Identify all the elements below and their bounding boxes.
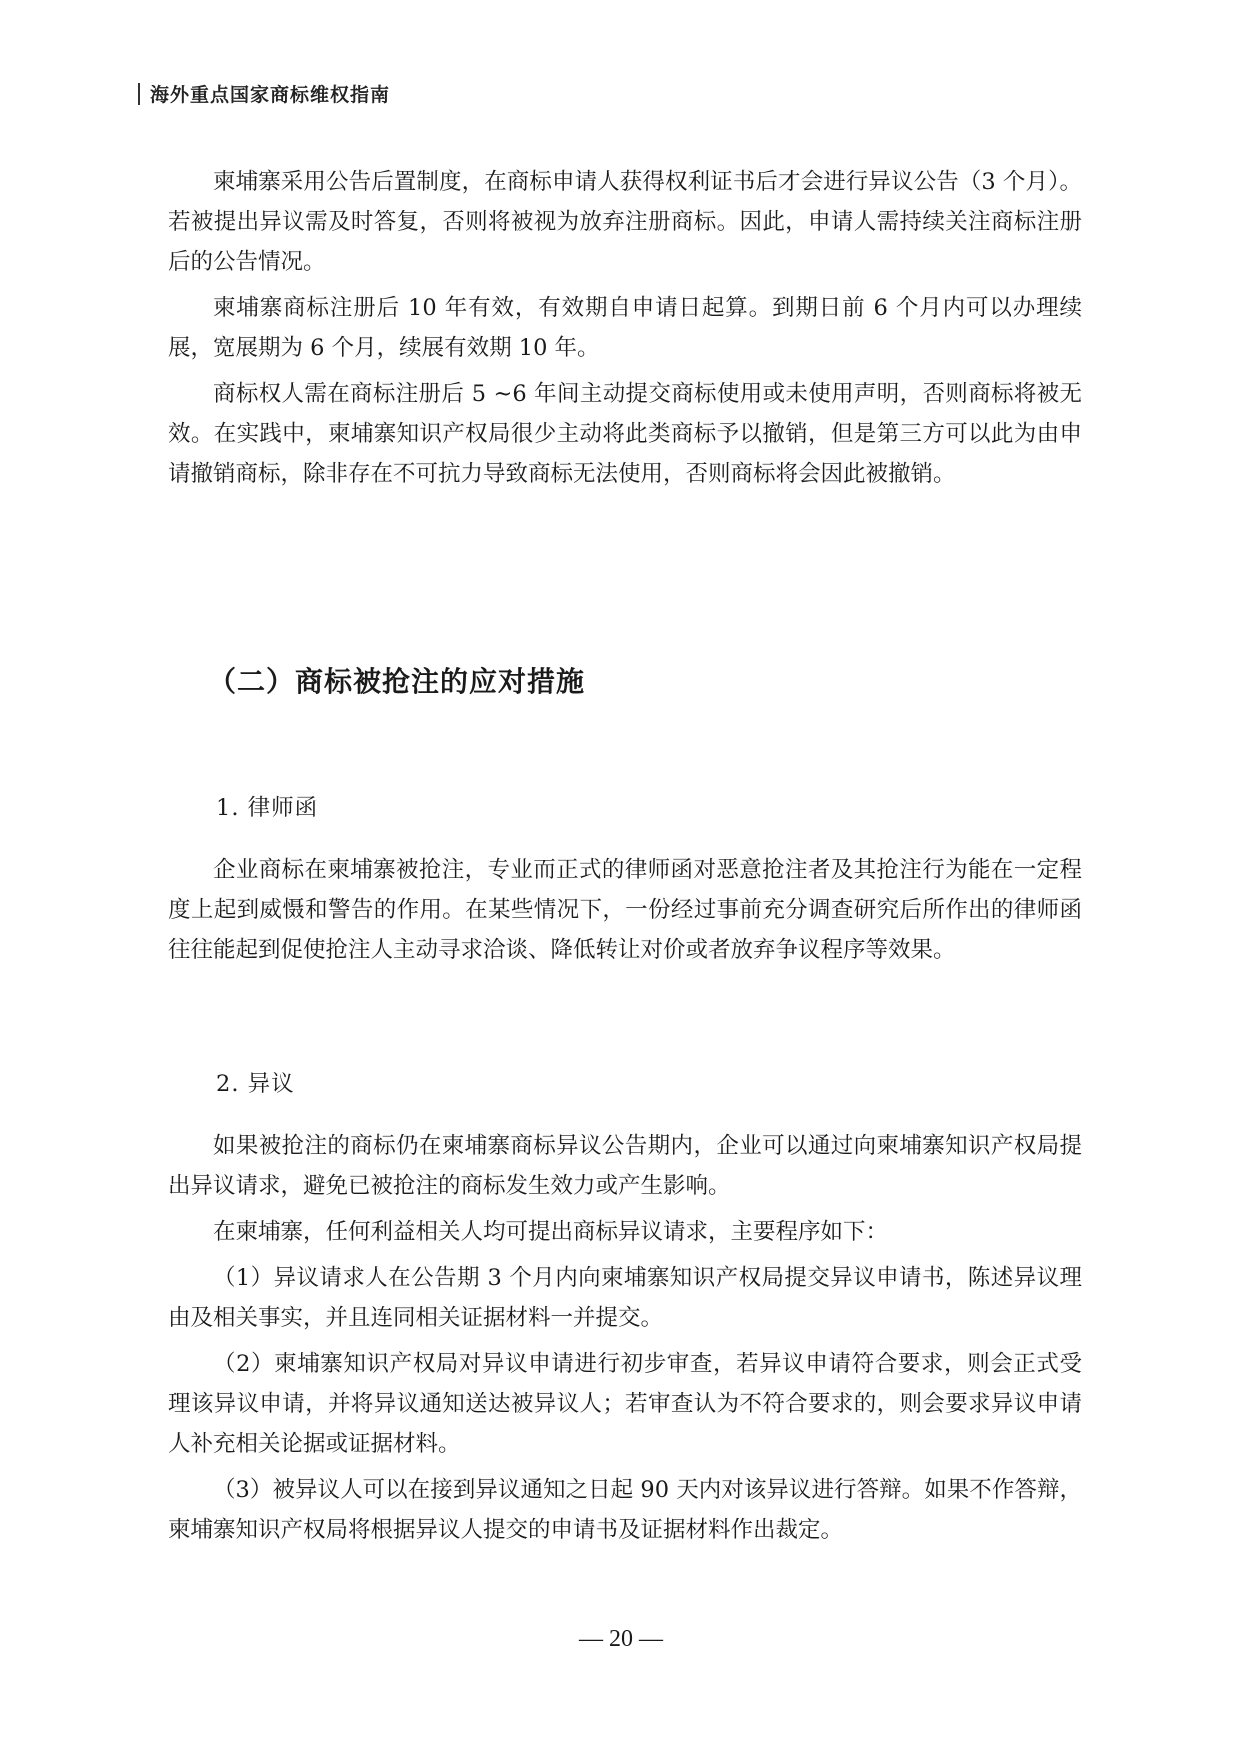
paragraph: 如果被抢注的商标仍在柬埔寨商标异议公告期内，企业可以通过向柬埔寨知识产权局提出异议请求，避免已被抢注的商标发生效力或产生影响。 xyxy=(168,1133,1082,1199)
paragraph: （1）异议请求人在公告期 3 个月内向柬埔寨知识产权局提交异议申请书，陈述异议理由及相关事实，并且连同相关证据材料一并提交。 xyxy=(168,1265,1082,1331)
page-number: — 20 — xyxy=(579,1626,663,1652)
subheading-2: 2. 异议 xyxy=(216,1071,295,1097)
paragraph: 柬埔寨采用公告后置制度，在商标申请人获得权利证书后才会进行异议公告（3 个月）。若被提出异议需及时答复，否则将被视为放弃注册商标。因此，申请人需持续关注商标注册后的公告情况。 xyxy=(168,169,1082,275)
paragraph: （2）柬埔寨知识产权局对异议申请进行初步审查，若异议申请符合要求，则会正式受理该异议申请，并将异议通知送达被异议人；若审查认为不符合要求的，则会要求异议申请人补充相关论据或证据材料。 xyxy=(168,1351,1082,1457)
sub2-body xyxy=(168,1126,1082,1556)
paragraph: 柬埔寨商标注册后 10 年有效，有效期自申请日起算。到期日前 6 个月内可以办理续展，宽展期为 6 个月，续展有效期 10 年。 xyxy=(168,295,1082,361)
paragraph: 商标权人需在商标注册后 5 ~6 年间主动提交商标使用或未使用声明，否则商标将被无效。在实践中，柬埔寨知识产权局很少主动将此类商标予以撤销，但是第三方可以此为由申请撤销商标，除非存在不可抗力导致商标无法使用，否则商标将会因此被撤销。 xyxy=(168,381,1082,487)
sub1-body xyxy=(168,850,1082,976)
section-title: （二）商标被抢注的应对措施 xyxy=(208,665,586,698)
paragraph: 企业商标在柬埔寨被抢注，专业而正式的律师函对恶意抢注者及其抢注行为能在一定程度上起到威慑和警告的作用。在某些情况下，一份经过事前充分调查研究后所作出的律师函往往能起到促使抢注人主动寻求洽谈、降低转让对价或者放弃争议程序等效果。 xyxy=(168,857,1082,963)
paragraph: 在柬埔寨，任何利益相关人均可提出商标异议请求，主要程序如下： xyxy=(213,1219,889,1245)
running-header xyxy=(150,80,390,107)
subheading-1: 1. 律师函 xyxy=(216,795,319,821)
intro-section xyxy=(168,162,1082,500)
paragraph: （3）被异议人可以在接到异议通知之日起 90 天内对该异议进行答辩。如果不作答辩，柬埔寨知识产权局将根据异议人提交的申请书及证据材料作出裁定。 xyxy=(168,1477,1082,1543)
header-title: 海外重点国家商标维权指南 xyxy=(150,84,391,106)
header-divider xyxy=(138,83,140,105)
